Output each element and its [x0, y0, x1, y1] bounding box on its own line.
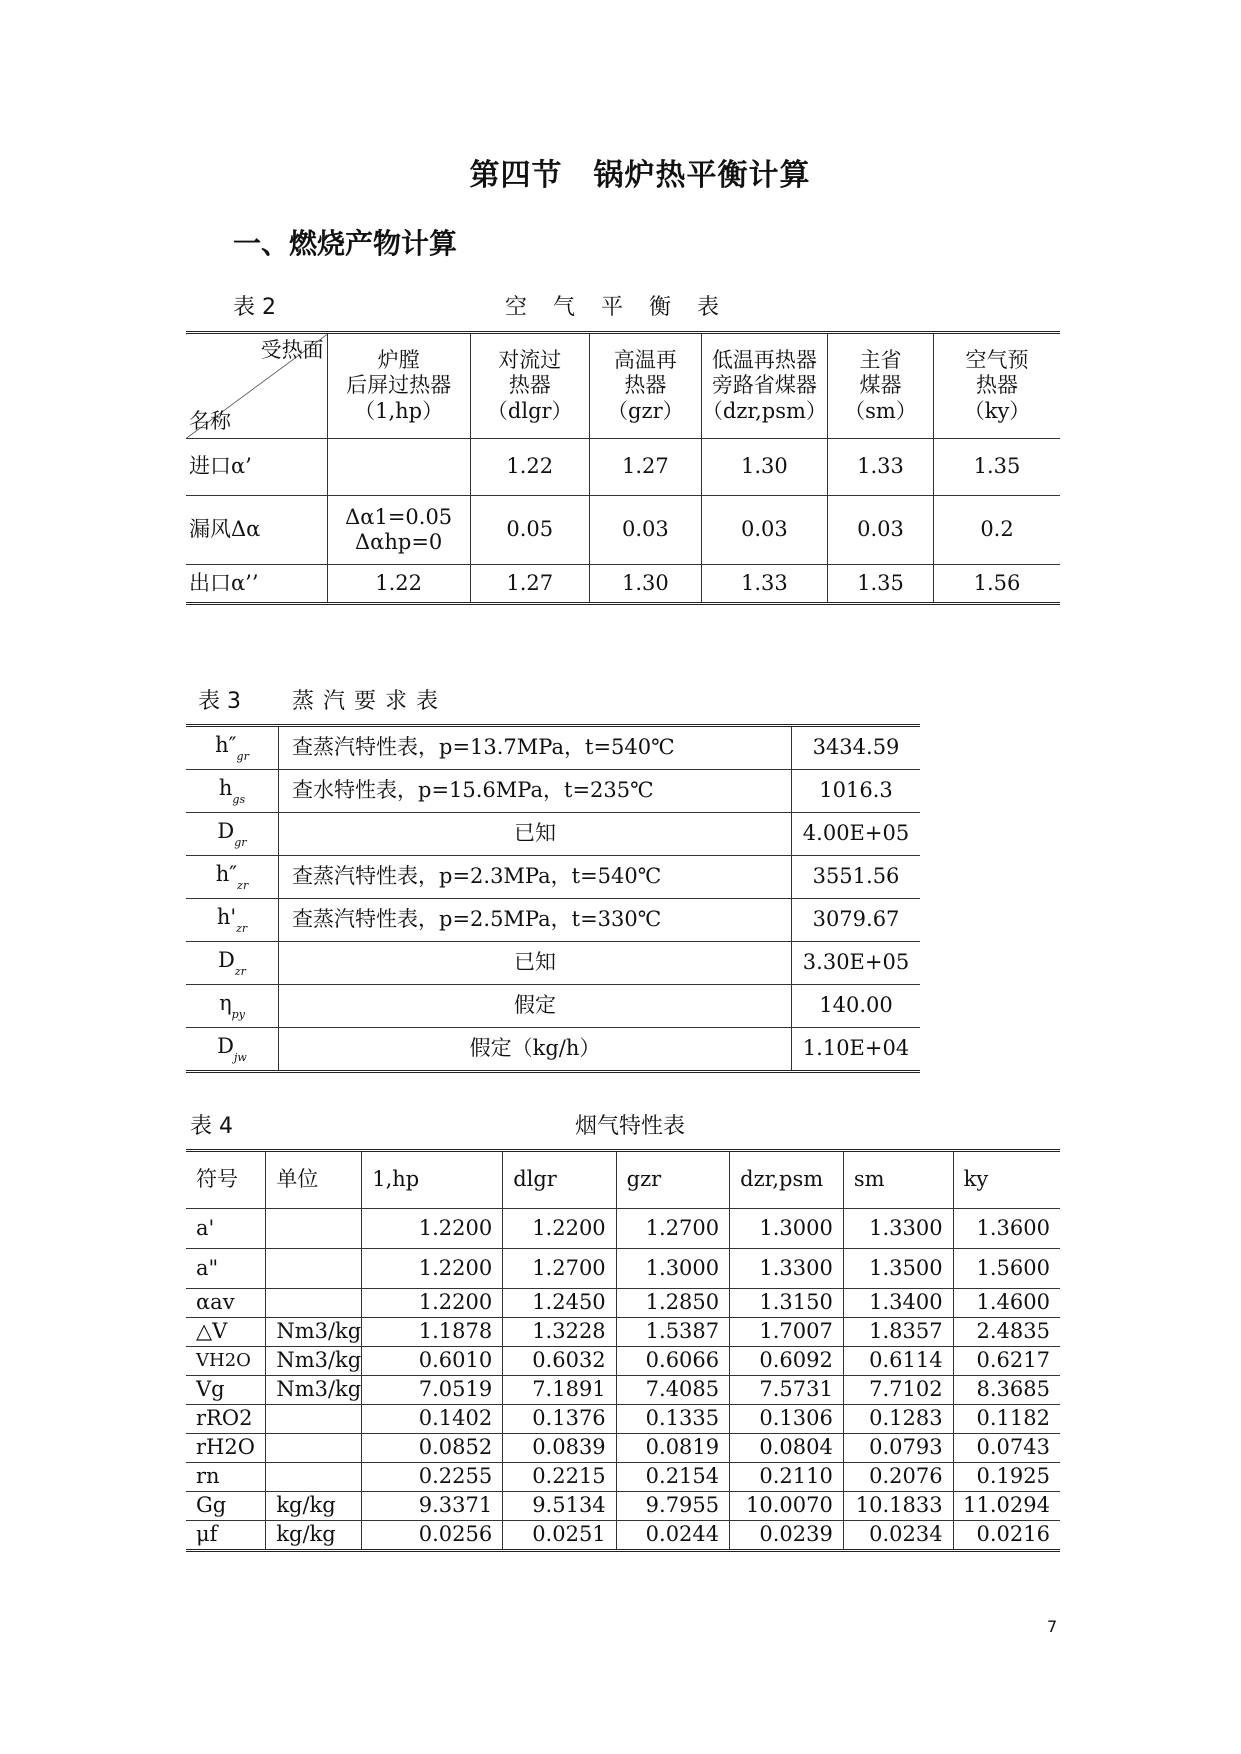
description-cell: 查水特性表，p=15.6MPa，t=235℃	[279, 770, 792, 813]
table-cell: 0.0839	[503, 1434, 616, 1463]
table-cell: 1.3150	[730, 1289, 844, 1318]
column-header: 单位	[266, 1151, 362, 1209]
table-cell: 1.27	[589, 439, 701, 496]
table-cell: 1.2450	[503, 1289, 616, 1318]
column-header: 符号	[186, 1151, 266, 1209]
table-cell: 0.6032	[503, 1347, 616, 1376]
corner-header	[186, 333, 327, 439]
table-cell: 0.1925	[953, 1463, 1060, 1492]
section-heading: 一、燃烧产物计算	[233, 227, 458, 260]
table-cell: 1.56	[934, 565, 1060, 604]
table-cell: 0.0239	[730, 1521, 844, 1551]
symbol-cell: rH2O	[186, 1434, 266, 1463]
table-cell: 1.2850	[616, 1289, 729, 1318]
table-cell: 1.33	[827, 439, 933, 496]
table-cell: 1.2700	[616, 1209, 729, 1249]
table-cell: 7.7102	[843, 1376, 953, 1405]
table-cell: 0.6092	[730, 1347, 844, 1376]
row-label: 进口α’	[186, 439, 327, 496]
table-row	[186, 1434, 1060, 1463]
corner-bottom-label: 名称	[189, 408, 231, 433]
column-header: 空气预 热器 （ky）	[934, 333, 1060, 439]
unit-cell: Nm3/kg	[266, 1318, 362, 1347]
symbol-cell: rn	[186, 1463, 266, 1492]
table-row	[186, 1209, 1060, 1249]
table-row	[186, 899, 920, 942]
table-row	[186, 1289, 1060, 1318]
symbol-cell: a"	[186, 1249, 266, 1289]
table-cell: 7.0519	[362, 1376, 503, 1405]
description-cell: 查蒸汽特性表，p=2.3MPa，t=540℃	[279, 856, 792, 899]
symbol-cell: △V	[186, 1318, 266, 1347]
table-cell: 0.6217	[953, 1347, 1060, 1376]
table-cell: 1.2200	[503, 1209, 616, 1249]
table-cell: 1.5387	[616, 1318, 729, 1347]
table-cell: 0.2110	[730, 1463, 844, 1492]
page-number: 7	[1047, 1617, 1058, 1636]
table-cell: 1.22	[327, 565, 470, 604]
table4-number: 表 4	[190, 1114, 233, 1139]
table-row	[186, 726, 920, 770]
steam-requirement-table	[186, 724, 920, 1073]
value-cell: 1016.3	[792, 770, 921, 813]
table-cell: 0.03	[701, 496, 827, 565]
table-row	[186, 1492, 1060, 1521]
row-label: 出口α’’	[189, 570, 259, 595]
value-cell: 3079.67	[792, 899, 921, 942]
value-cell: 140.00	[792, 985, 921, 1028]
table-cell: 7.1891	[503, 1376, 616, 1405]
table-cell: 0.0804	[730, 1434, 844, 1463]
table-cell: 1.30	[589, 565, 701, 604]
table2-title: 空 气 平 衡 表	[505, 295, 722, 320]
table-row	[186, 985, 920, 1028]
table-cell: 0.0251	[503, 1521, 616, 1551]
symbol-cell: $h'_{zr}$	[186, 899, 279, 942]
header-row	[186, 1151, 1060, 1209]
table-cell: 1.2700	[503, 1249, 616, 1289]
description-cell: 假定（kg/h）	[279, 1028, 792, 1072]
table-cell: 2.4835	[953, 1318, 1060, 1347]
unit-cell: Nm3/kg	[266, 1376, 362, 1405]
table-cell: 7.4085	[616, 1376, 729, 1405]
symbol-cell: $h''_{gr}$	[186, 726, 279, 770]
table-cell: 0.03	[589, 496, 701, 565]
column-header: ky	[953, 1151, 1060, 1209]
unit-cell	[266, 1463, 362, 1492]
table-row	[186, 565, 1060, 604]
table-cell: 1.3000	[616, 1249, 729, 1289]
unit-cell	[266, 1209, 362, 1249]
symbol-cell: αav	[186, 1289, 266, 1318]
description-cell: 已知	[279, 813, 792, 856]
table-cell: 0.0216	[953, 1521, 1060, 1551]
table-cell: 0.2255	[362, 1463, 503, 1492]
table-cell: 0.03	[827, 496, 933, 565]
description-cell: 已知	[279, 942, 792, 985]
symbol-cell: rRO2	[186, 1405, 266, 1434]
unit-cell	[266, 1405, 362, 1434]
table-row	[186, 1376, 1060, 1405]
table-cell: 1.30	[701, 439, 827, 496]
symbol-cell: μf	[196, 1522, 218, 1547]
table-cell	[327, 439, 470, 496]
table-row	[186, 942, 920, 985]
column-header: dlgr	[503, 1151, 616, 1209]
table-cell: 0.0234	[843, 1521, 953, 1551]
symbol-cell: $D_{gr}$	[186, 813, 279, 856]
table-row	[186, 813, 920, 856]
unit-cell	[266, 1249, 362, 1289]
symbol-cell: $h_{gs}$	[186, 770, 279, 813]
row-label: 漏风Δα	[186, 496, 327, 565]
table-cell: 1.3300	[730, 1249, 844, 1289]
table4-title: 烟气特性表	[575, 1114, 686, 1139]
table-cell: 0.1306	[730, 1405, 844, 1434]
table-cell: 0.2154	[616, 1463, 729, 1492]
table-row	[186, 770, 920, 813]
symbol-cell: VH2O	[186, 1347, 266, 1376]
table-cell: 9.7955	[616, 1492, 729, 1521]
table2-number: 表 2	[233, 295, 276, 320]
table-cell: 1.22	[470, 439, 589, 496]
table-cell: 7.5731	[730, 1376, 844, 1405]
unit-cell: Nm3/kg	[266, 1347, 362, 1376]
table-row	[186, 496, 1060, 565]
value-cell: 3551.56	[792, 856, 921, 899]
table-cell: 10.1833	[843, 1492, 953, 1521]
column-header: 主省 煤器 （sm）	[827, 333, 933, 439]
table-cell: 1.27	[470, 565, 589, 604]
table-row	[186, 1249, 1060, 1289]
symbol-cell: Vg	[186, 1376, 266, 1405]
corner-top-label: 受热面	[260, 338, 324, 362]
description-cell: 查蒸汽特性表，p=2.5MPa，t=330℃	[279, 899, 792, 942]
table-cell: 1.3500	[843, 1249, 953, 1289]
table3-title: 蒸 汽 要 求 表	[292, 689, 439, 714]
value-cell: 1.10E+04	[802, 1036, 910, 1061]
column-header: gzr	[616, 1151, 729, 1209]
table-cell: 1.3228	[503, 1318, 616, 1347]
table-cell: 0.0743	[953, 1434, 1060, 1463]
unit-cell: kg/kg	[266, 1521, 362, 1551]
value-cell: 4.00E+05	[792, 813, 921, 856]
table-row	[186, 1521, 1060, 1551]
table-cell: 0.0819	[616, 1434, 729, 1463]
symbol-cell: Gg	[186, 1492, 266, 1521]
table-cell: 1.35	[934, 439, 1060, 496]
table-cell: 0.6114	[843, 1347, 953, 1376]
table-cell: Δα1=0.05 Δαhp=0	[327, 496, 470, 565]
table-cell: 0.0244	[616, 1521, 729, 1551]
table-cell: 0.1182	[953, 1405, 1060, 1434]
table-cell: 1.2200	[362, 1249, 503, 1289]
table-row	[186, 439, 1060, 496]
table-cell: 1.2200	[362, 1209, 503, 1249]
table-cell: 1.8357	[843, 1318, 953, 1347]
symbol-cell: $D_{jw}$	[186, 1028, 279, 1072]
table-cell: 0.1335	[616, 1405, 729, 1434]
table-cell: 1.5600	[953, 1249, 1060, 1289]
table-cell: 0.1402	[362, 1405, 503, 1434]
table-cell: 1.4600	[953, 1289, 1060, 1318]
page-heading: 第四节 锅炉热平衡计算	[469, 158, 811, 193]
table-cell: 0.6066	[616, 1347, 729, 1376]
value-cell: 3434.59	[792, 726, 921, 770]
table-cell: 1.2200	[362, 1289, 503, 1318]
table-cell: 11.0294	[953, 1492, 1060, 1521]
description-cell: 假定	[279, 985, 792, 1028]
symbol-cell: $D_{zr}$	[186, 942, 279, 985]
value-cell: 3.30E+05	[792, 942, 921, 985]
table-cell: 10.0070	[730, 1492, 844, 1521]
symbol-cell: $h''_{zr}$	[186, 856, 279, 899]
table-cell: 0.2215	[503, 1463, 616, 1492]
air-balance-table	[186, 331, 1060, 605]
table-row	[186, 1347, 1060, 1376]
table-cell: 1.3300	[843, 1209, 953, 1249]
unit-cell	[266, 1289, 362, 1318]
column-header: 1,hp	[362, 1151, 503, 1209]
table-cell: 0.0793	[843, 1434, 953, 1463]
table-cell: 0.6010	[362, 1347, 503, 1376]
table-row	[186, 856, 920, 899]
table-cell: 0.0256	[362, 1521, 503, 1551]
table3-number: 表 3	[198, 689, 241, 714]
flue-gas-property-table	[186, 1149, 1060, 1552]
column-header: 高温再 热器 （gzr）	[589, 333, 701, 439]
table-cell: 9.5134	[503, 1492, 616, 1521]
table-cell: 1.1878	[362, 1318, 503, 1347]
table-cell: 9.3371	[362, 1492, 503, 1521]
table-cell: 1.33	[701, 565, 827, 604]
column-header: dzr,psm	[730, 1151, 844, 1209]
table-cell: 0.1283	[843, 1405, 953, 1434]
table-row	[186, 1028, 920, 1072]
table-cell: 1.3000	[730, 1209, 844, 1249]
unit-cell	[266, 1434, 362, 1463]
table-cell: 0.2	[934, 496, 1060, 565]
symbol-cell: a'	[186, 1209, 266, 1249]
table-row	[186, 1318, 1060, 1347]
table-cell: 0.0852	[362, 1434, 503, 1463]
column-header: 炉膛 后屏过热器 （1,hp）	[327, 333, 470, 439]
table-row	[186, 1463, 1060, 1492]
symbol-cell: $\eta_{py}$	[186, 985, 279, 1028]
description-cell: 查蒸汽特性表，p=13.7MPa，t=540℃	[279, 726, 792, 770]
column-header: 低温再热器 旁路省煤器 （dzr,psm）	[701, 333, 827, 439]
column-header: 对流过 热器 （dlgr）	[470, 333, 589, 439]
table-cell: 0.1376	[503, 1405, 616, 1434]
table-cell: 1.35	[827, 565, 933, 604]
table-cell: 8.3685	[953, 1376, 1060, 1405]
unit-cell: kg/kg	[266, 1492, 362, 1521]
table-cell: 0.05	[470, 496, 589, 565]
column-header: sm	[843, 1151, 953, 1209]
table-cell: 1.7007	[730, 1318, 844, 1347]
table-cell: 1.3400	[843, 1289, 953, 1318]
table-cell: 0.2076	[843, 1463, 953, 1492]
table-cell: 1.3600	[953, 1209, 1060, 1249]
table-row	[186, 1405, 1060, 1434]
